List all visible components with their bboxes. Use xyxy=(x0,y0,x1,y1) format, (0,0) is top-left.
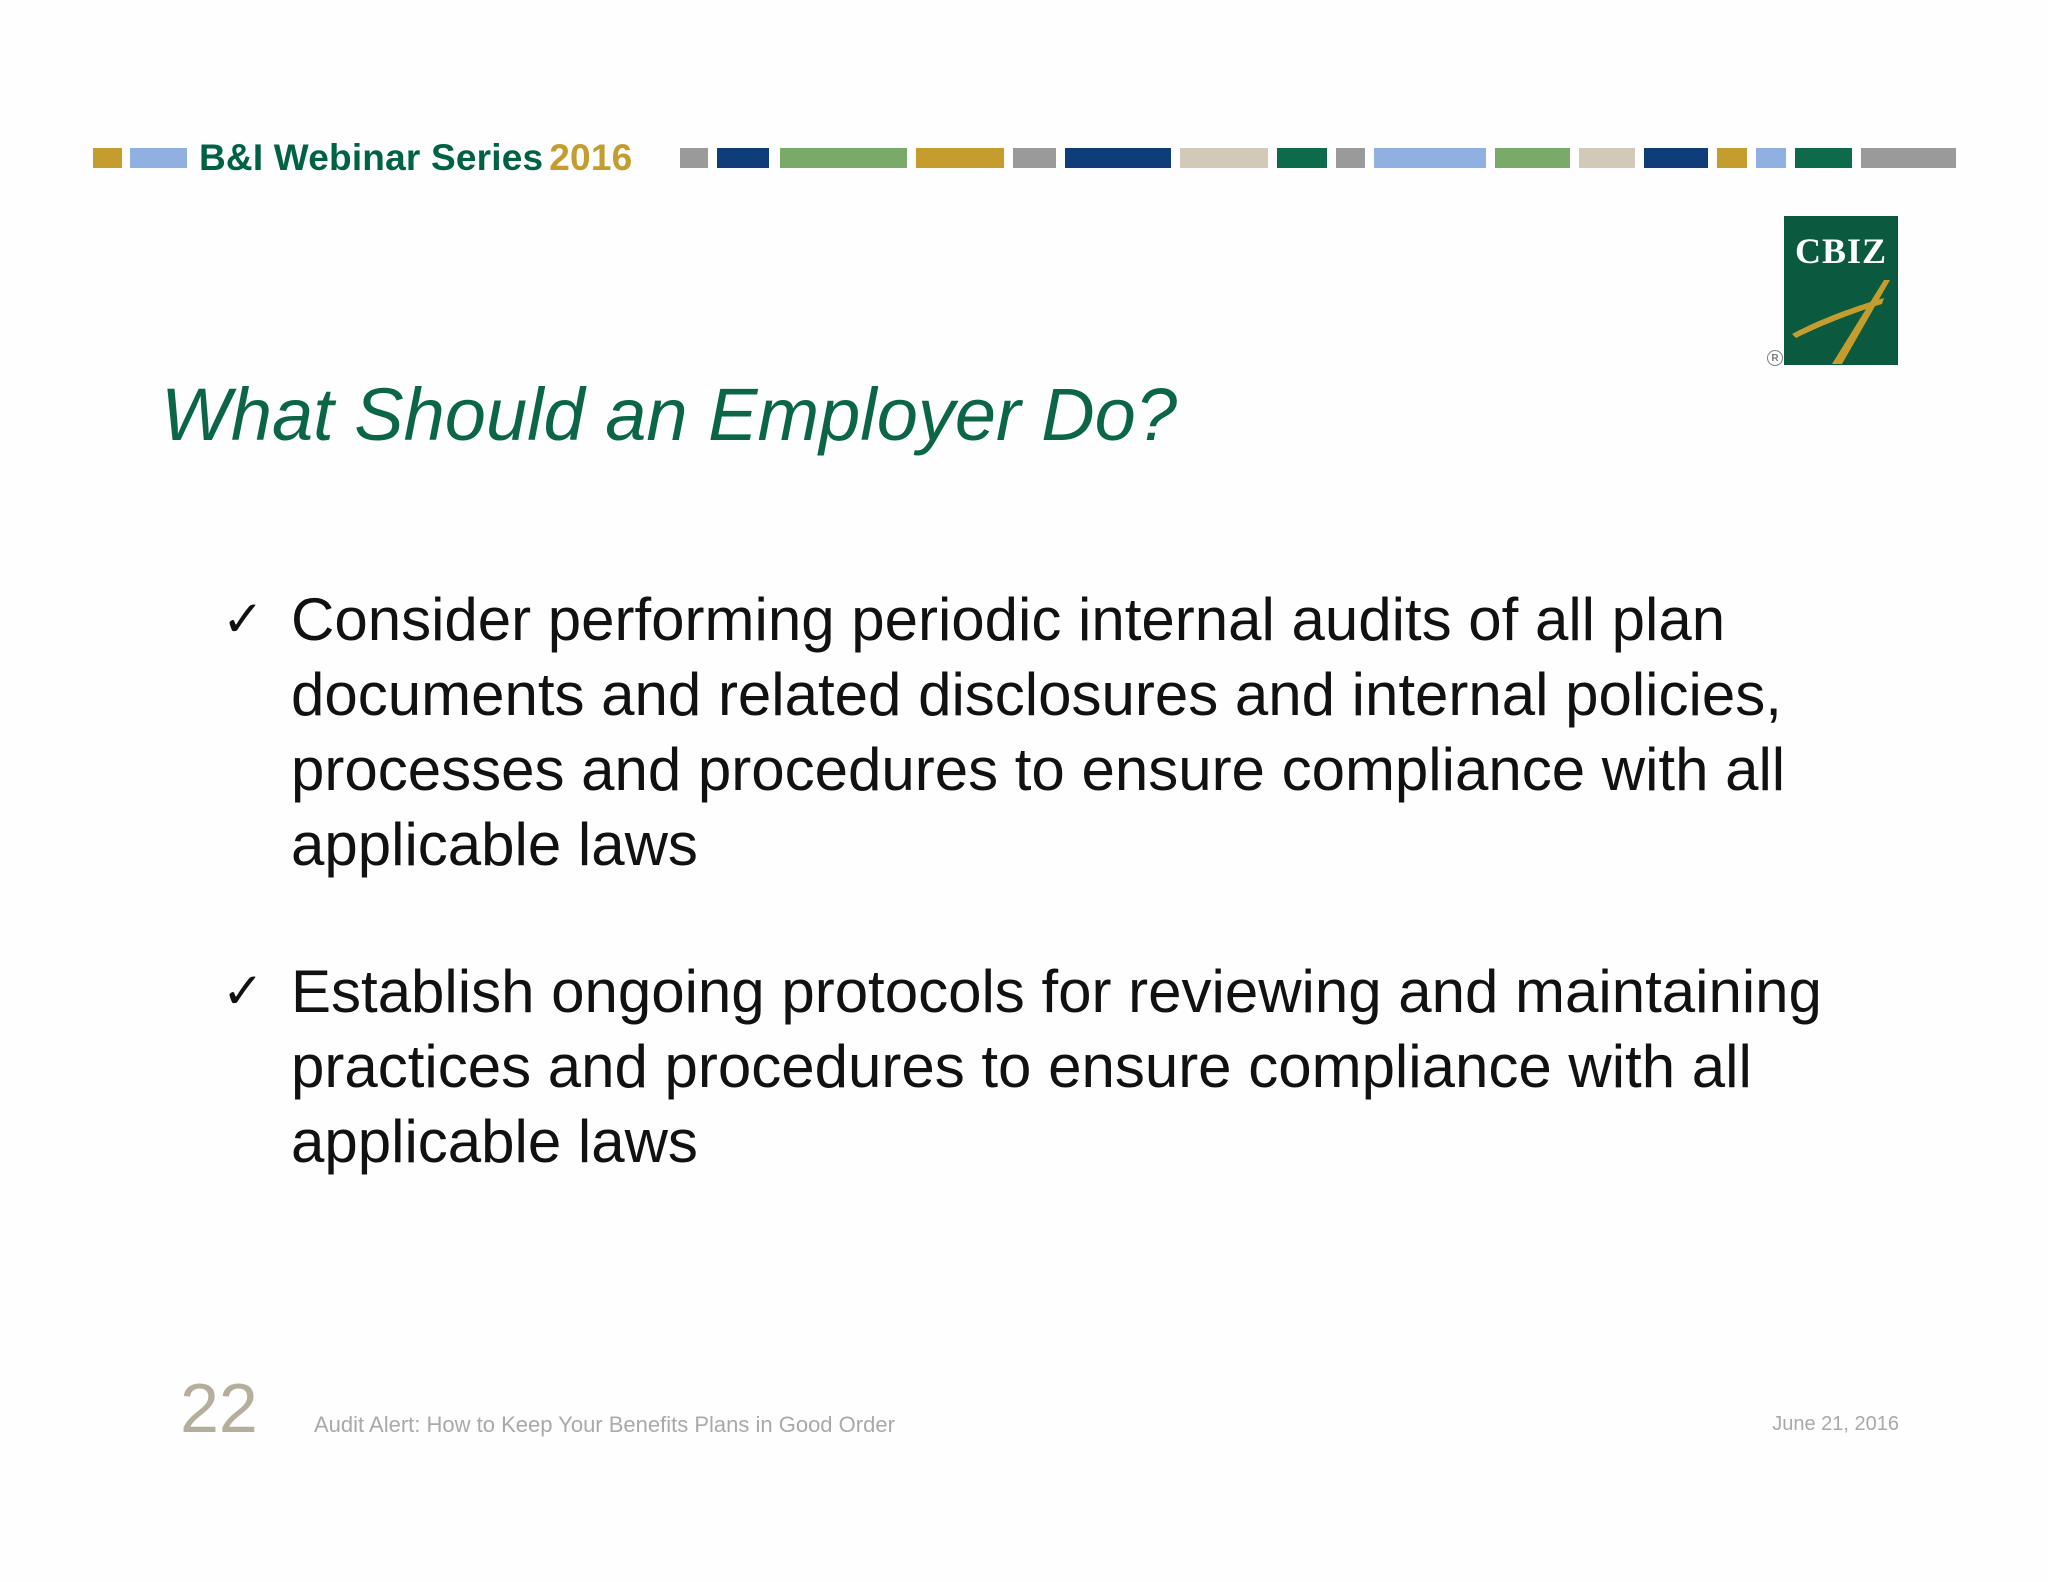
banner-strip-light-blue xyxy=(1374,148,1486,168)
footer-presentation-title: Audit Alert: How to Keep Your Benefits Plans in Good Order xyxy=(314,1412,895,1437)
banner-strip-beige xyxy=(1579,148,1635,168)
banner-strip-dark-green xyxy=(1277,148,1327,168)
banner-strip-light-blue xyxy=(130,148,187,168)
banner-strip-gray xyxy=(1861,148,1956,168)
banner-strip-beige xyxy=(1180,148,1268,168)
page-number: 22 xyxy=(180,1369,258,1447)
banner-year: 2016 xyxy=(549,137,633,178)
logo-text: CBIZ xyxy=(1794,231,1888,271)
banner-strip-green xyxy=(1495,148,1570,168)
banner-strip-green xyxy=(780,148,907,168)
banner-strip-gray xyxy=(1013,148,1056,168)
slide-title: What Should an Employer Do? xyxy=(161,373,1177,456)
checkmark-icon: ✓ xyxy=(222,590,264,648)
banner-strip-gold xyxy=(93,148,122,168)
banner-strip-navy xyxy=(717,148,769,168)
bullet-text: Consider performing periodic internal audits of all plan documents and related disclosures and internal policies, processes and procedures to ensure compliance with all applicable laws xyxy=(291,586,1786,878)
cbiz-logo xyxy=(1784,216,1898,365)
banner-series-label: B&I Webinar Series xyxy=(199,137,544,178)
bullet-item xyxy=(222,582,1842,882)
bullet-list xyxy=(222,582,1842,1251)
banner-strip-gold xyxy=(916,148,1004,168)
banner-strip-gray xyxy=(1336,148,1365,168)
bullet-text: Establish ongoing protocols for reviewing and maintaining practices and procedures to ensure compliance with all applicable laws xyxy=(291,958,1822,1175)
banner-strip-navy xyxy=(1065,148,1171,168)
banner-strip-gold xyxy=(1717,148,1747,168)
banner-strip-dark-green xyxy=(1795,148,1852,168)
registered-mark-icon: R xyxy=(1767,350,1783,366)
footer-date: June 21, 2016 xyxy=(1772,1413,1899,1435)
checkmark-icon: ✓ xyxy=(222,962,264,1020)
banner-title xyxy=(199,136,632,180)
bullet-item xyxy=(222,954,1842,1179)
banner-strip-gray xyxy=(680,148,708,168)
banner-strip-navy xyxy=(1644,148,1708,168)
banner-strip-light-blue xyxy=(1756,148,1786,168)
